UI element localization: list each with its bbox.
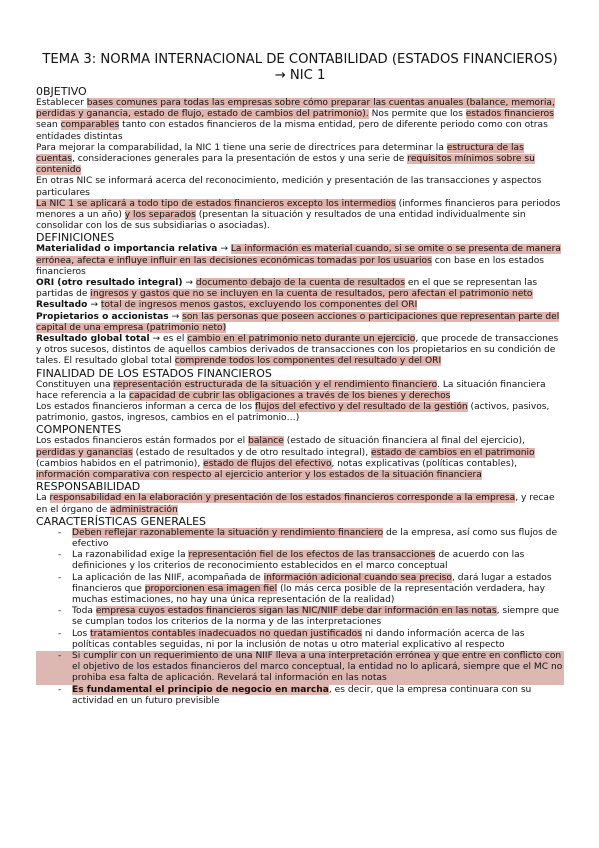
text-run: → <box>182 278 196 289</box>
responsabilidad-paragraph <box>36 493 564 515</box>
text-run: (informes financieros para periodos menores a un año) <box>36 198 561 221</box>
text-run: Los estados financieros informan a cerca de los <box>36 402 255 413</box>
section-heading-definiciones: DEFINICIONES <box>36 231 115 245</box>
bold-term: Resultado global total <box>36 334 150 345</box>
text-run: , que procede de transacciones y otros sucesos, distintos de aquellos cambios derivados de transacciones con los propietarios en su condición de tales. El resultado global total <box>36 334 559 367</box>
highlighted-text: Es fundamental el principio de negocio en marcha <box>72 684 329 695</box>
text-run: Si cumplir con un requerimiento de una NIIF lleva a una interpretación errónea y que entre en conflicto con el objetivo de los estados financieros del marco conceptual, la entidad no lo aplicará, siempre que el MC no prohiba esa falta de aplicación. Revelará tal información en las notas <box>72 650 563 684</box>
text-run: de acuerdo con las definiciones y los criterios de reconocimiento establecidos en el marco conceptual <box>72 550 525 572</box>
bullet-dash: - <box>58 606 62 617</box>
definition-propietarios <box>36 312 564 334</box>
text-run: . La situación financiera hace referencia a la <box>36 379 546 401</box>
text-run: Los estados financieros están formados por el <box>36 436 249 447</box>
text-run: , notas explicativas (políticas contables), <box>331 458 518 469</box>
text-run: Los <box>72 628 91 639</box>
text-run: → <box>217 244 231 255</box>
highlighted-text: proporcionen esa imagen fiel <box>144 583 278 594</box>
highlighted-text: representación estructurada de la situación y el rendimiento financiero <box>113 379 438 390</box>
objetivo-paragraph-2 <box>36 143 564 177</box>
list-item <box>36 550 564 572</box>
caracteristicas-list <box>36 528 564 707</box>
highlighted-text: La NIC 1 se aplicará a todo tipo de estados financieros excepto los intermedios <box>36 198 396 209</box>
highlighted-text: estructura de las cuentas <box>36 142 524 165</box>
text-run: → <box>168 311 183 322</box>
bold-term: Materialidad o importancia relativa <box>36 244 218 255</box>
highlighted-text: total de ingresos menos gastos, excluyendo los componentes del ORI <box>100 300 418 311</box>
highlighted-text: información adicional cuando sea preciso <box>263 572 452 583</box>
section-heading-objetivo: 0BJETIVO <box>36 85 87 98</box>
section-heading-caracteristicas: CARACTERÍSTICAS GENERALES <box>36 514 207 528</box>
text-run: → <box>87 300 101 311</box>
highlighted-text: estados financieros <box>465 109 554 120</box>
highlighted-text: comprende todos los componentes del resultado y del ORI <box>174 356 442 367</box>
bullet-dash: - <box>58 684 62 695</box>
componentes-paragraph <box>36 436 564 481</box>
definition-ori <box>36 278 564 300</box>
text-run: tanto con estados financieros de la misma entidad, pero de diferente periodo como con otras entidades distintas <box>36 120 548 142</box>
text-run: , es decir, que la empresa continuara con su actividad en un futuro previsible <box>72 684 532 706</box>
text-run: sean <box>36 120 61 131</box>
bullet-dash: - <box>58 650 62 661</box>
text-run: En otras NIC se informará acerca del reconocimiento, medición y presentación de las transacciones y aspectos particulares <box>36 176 542 198</box>
definition-materialidad <box>36 244 564 278</box>
definition-resultado <box>36 300 564 311</box>
highlighted-text: Deben reflejar razonablemente la situación y rendimiento financiero <box>72 527 384 538</box>
highlighted-text: cambio en el patrimonio neto durante un ejercicio <box>187 334 416 345</box>
text-run: La razonabilidad exige la <box>72 550 189 561</box>
highlighted-text: documento debajo de la cuenta de resultados <box>195 278 405 289</box>
text-run: → es el <box>149 334 188 345</box>
list-item <box>36 606 564 628</box>
text-run: (cambios habidos en el patrimonio), <box>36 458 204 469</box>
text-run: en el que se representan las partidas de <box>36 278 538 300</box>
highlighted-text: representación fiel de los efectos de las transacciones <box>188 550 436 561</box>
highlighted-text: son las personas que poseen acciones o participaciones que representan parte del capital de una empresa (patrimonio neto) <box>36 311 560 333</box>
text-run: Constituyen una <box>36 379 114 390</box>
objetivo-paragraph-3 <box>36 176 564 198</box>
highlighted-text: y los separados <box>124 210 196 221</box>
list-item <box>36 629 564 651</box>
highlighted-text: comparables <box>60 120 120 131</box>
text-run: de la empresa, así como sus flujos de efectivo <box>72 527 558 549</box>
highlighted-text: empresa cuyos estados financieros sigan las NIC/NIIF debe dar información en las notas <box>95 606 497 617</box>
highlighted-text: estado de flujos del efectivo <box>203 458 332 469</box>
text-run: Nos permite que los <box>368 109 466 120</box>
bullet-dash: - <box>58 572 62 583</box>
text-run: (estado de resultados y de otro resultado integral), <box>132 447 372 458</box>
highlighted-text: balance <box>248 436 284 447</box>
bold-term: Resultado <box>36 300 88 311</box>
bold-term: Propietarios o accionistas <box>36 311 169 322</box>
objetivo-paragraph-1 <box>36 98 564 143</box>
highlighted-text: ingresos y gastos que no se incluyen en la cuenta de resultados, pero afectan el patrimonio neto <box>90 289 533 300</box>
list-item <box>36 573 564 607</box>
finalidad-paragraph-1 <box>36 380 564 402</box>
text-run: (lo más cerca posible de la representación verdadera, hay muchas estimaciones, no hay una única representación de la realidad) <box>72 583 545 605</box>
text-run: ni dando información acerca de las políticas contables seguidas, ni por la inclusión de notas u otro material explicativo al respecto <box>72 628 525 650</box>
list-item <box>36 528 564 550</box>
bullet-dash: - <box>58 628 62 639</box>
definition-resultado-global <box>36 334 564 368</box>
section-heading-componentes: COMPONENTES <box>36 423 122 437</box>
document-title: TEMA 3: NORMA INTERNACIONAL DE CONTABILIDAD (ESTADOS FINANCIEROS) → NIC 1 <box>42 52 558 83</box>
text-run: con base en los estados financieros <box>36 255 545 277</box>
bullet-dash: - <box>58 527 62 538</box>
highlighted-text: perdidas y ganancias <box>36 447 133 458</box>
text-run: La <box>36 493 50 504</box>
list-item <box>36 651 564 685</box>
text-run: Establecer <box>36 98 87 108</box>
highlighted-text: bases comunes para todas las empresas sobre cómo preparar las cuentas anuales (balance, memoria, perdidas y ganancia, estado de flujo, estado de cambios del patrimonio). <box>36 98 555 120</box>
highlighted-text: capacidad de cubrir las obligaciones a través de los bienes y derechos <box>129 390 451 401</box>
highlighted-text: tratamientos contables inadecuados no quedan justificados <box>90 628 362 639</box>
highlighted-text: administración <box>110 504 178 515</box>
text-run: La aplicación de las NIIF, acompañada de <box>72 572 264 583</box>
highlighted-text: flujos del efectivo y del resultado de la gestión <box>254 402 468 413</box>
text-run: , y recae en el órgano de <box>36 493 555 515</box>
document-page <box>36 52 564 707</box>
text-run: (activos, pasivos, patrimonio, gastos, ingresos, cambios en el patrimonio…) <box>36 402 550 424</box>
section-heading-responsabilidad: RESPONSABILIDAD <box>36 480 141 494</box>
highlighted-text: requisitos mínimos sobre su contenido <box>36 154 535 176</box>
bullet-dash: - <box>58 550 62 561</box>
text-run: , consideraciones generales para la presentación de estos y una serie de <box>72 154 408 165</box>
text-run: , dará lugar a estados financieros que <box>72 572 552 594</box>
highlighted-text: estado de cambios en el patrimonio <box>371 447 535 458</box>
highlighted-text: responsabilidad en la elaboración y presentación de los estados financieros corresponde a la empresa <box>49 493 516 504</box>
text-run: (presentan la situación y resultados de una entidad individualmente sin consolidar con los de sus subsidiarias o asociadas). <box>36 210 526 232</box>
finalidad-paragraph-2 <box>36 402 564 424</box>
text-run: Para mejorar la comparabilidad, la NIC 1 tiene una serie de directrices para determinar la <box>36 142 447 153</box>
objetivo-paragraph-4 <box>36 199 564 233</box>
text-run: Toda <box>72 606 96 617</box>
bold-term: ORI (otro resultado integral) <box>36 278 183 289</box>
highlighted-text: información comparativa con respecto al ejercicio anterior y los estados de la situación financiera <box>36 470 482 481</box>
section-heading-finalidad: FINALIDAD DE LOS ESTADOS FINANCIEROS <box>36 366 272 380</box>
text-run: (estado de situación financiera al final del ejercicio), <box>283 436 525 447</box>
list-item <box>36 685 564 707</box>
text-run: , siempre que se cumplan todos los criterios de la norma y de las interpretaciones <box>72 606 560 628</box>
highlighted-text: La información es material cuando, si se omite o se presenta de manera errónea, afecta e influye influir en las decisiones económicas tomadas por los usuarios <box>36 244 561 266</box>
